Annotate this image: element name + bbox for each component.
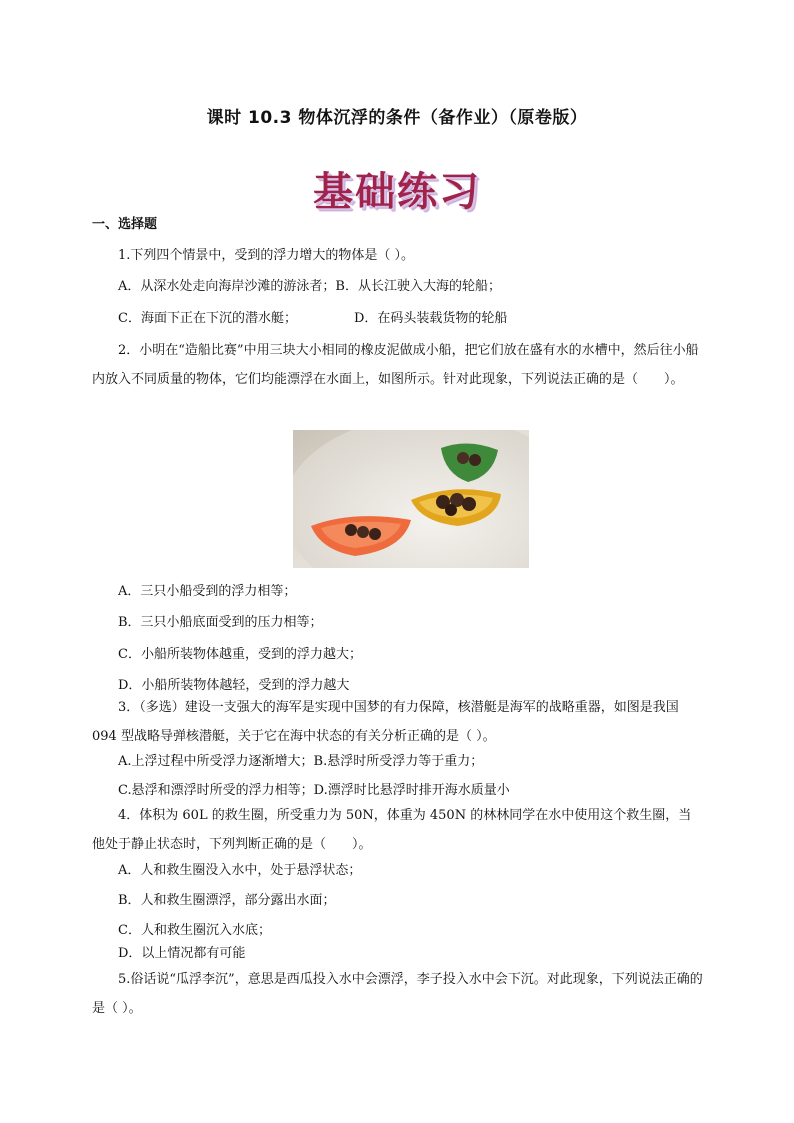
question-1-stem: 1.下列四个情景中，受到的浮力增大的物体是（ ）。 bbox=[118, 248, 415, 263]
question-4-option-d: D．以上情况都有可能 bbox=[118, 946, 246, 961]
question-3-stem: 3．（多选）建设一支强大的海军是实现中国梦的有力保障，核潜艇是海军的战略重器，如图是我国 094 型战略导弹核潜艇，关于它在海中状态的有关分析正确的是（ ）。 bbox=[92, 700, 679, 744]
question-2-option-a: A．三只小船受到的浮力相等； bbox=[118, 584, 297, 599]
question-3-options-ab: A.上浮过程中所受浮力逐渐增大；B.悬浮时所受浮力等于重力； bbox=[118, 754, 484, 769]
section-banner: 基础练习 bbox=[313, 168, 481, 215]
section-heading: 一、选择题 bbox=[92, 217, 158, 232]
question-5-stem: 5.俗话说“瓜浮李沉”，意思是西瓜投入水中会漂浮，李子投入水中会下沉。对此现象，下列说法正确的是（ ）。 bbox=[92, 972, 703, 1016]
question-4-stem: 4．体积为 60L 的救生圈，所受重力为 50N，体重为 450N 的林林同学在水中使用这个救生圈，当他处于静止状态时，下列判断正确的是（ ）。 bbox=[92, 808, 692, 852]
clay-boats-photo bbox=[293, 430, 529, 568]
question-1-option-d: D．在码头装载货物的轮船 bbox=[354, 311, 508, 326]
question-1-options-ab: A．从深水处走向海岸沙滩的游泳者；B．从长江驶入大海的轮船； bbox=[118, 279, 501, 294]
question-2-option-d: D．小船所装物体越轻，受到的浮力越大 bbox=[118, 678, 350, 693]
question-4-option-c: C．人和救生圈沉入水底； bbox=[118, 923, 271, 938]
page-title: 课时 10.3 物体沉浮的条件（备作业）（原卷版） bbox=[206, 108, 588, 128]
question-2-option-b: B．三只小船底面受到的压力相等； bbox=[118, 615, 323, 630]
question-4-option-a: A．人和救生圈没入水中，处于悬浮状态； bbox=[118, 863, 362, 878]
question-4-option-b: B．人和救生圈漂浮，部分露出水面； bbox=[118, 893, 336, 908]
question-2-stem: 2．小明在“造船比赛”中用三块大小相同的橡皮泥做成小船，把它们放在盛有水的水槽中，然后往小船内放入不同质量的物体，它们均能漂浮在水面上，如图所示。针对此现象，下列说法正确的是（ ）。 bbox=[92, 343, 699, 387]
question-3-options-cd: C.悬浮和漂浮时所受的浮力相等；D.漂浮时比悬浮时排开海水质量小 bbox=[118, 783, 510, 798]
question-1-option-c: C．海面下正在下沉的潜水艇； bbox=[118, 311, 297, 326]
question-2-option-c: C．小船所装物体越重，受到的浮力越大； bbox=[118, 647, 362, 662]
